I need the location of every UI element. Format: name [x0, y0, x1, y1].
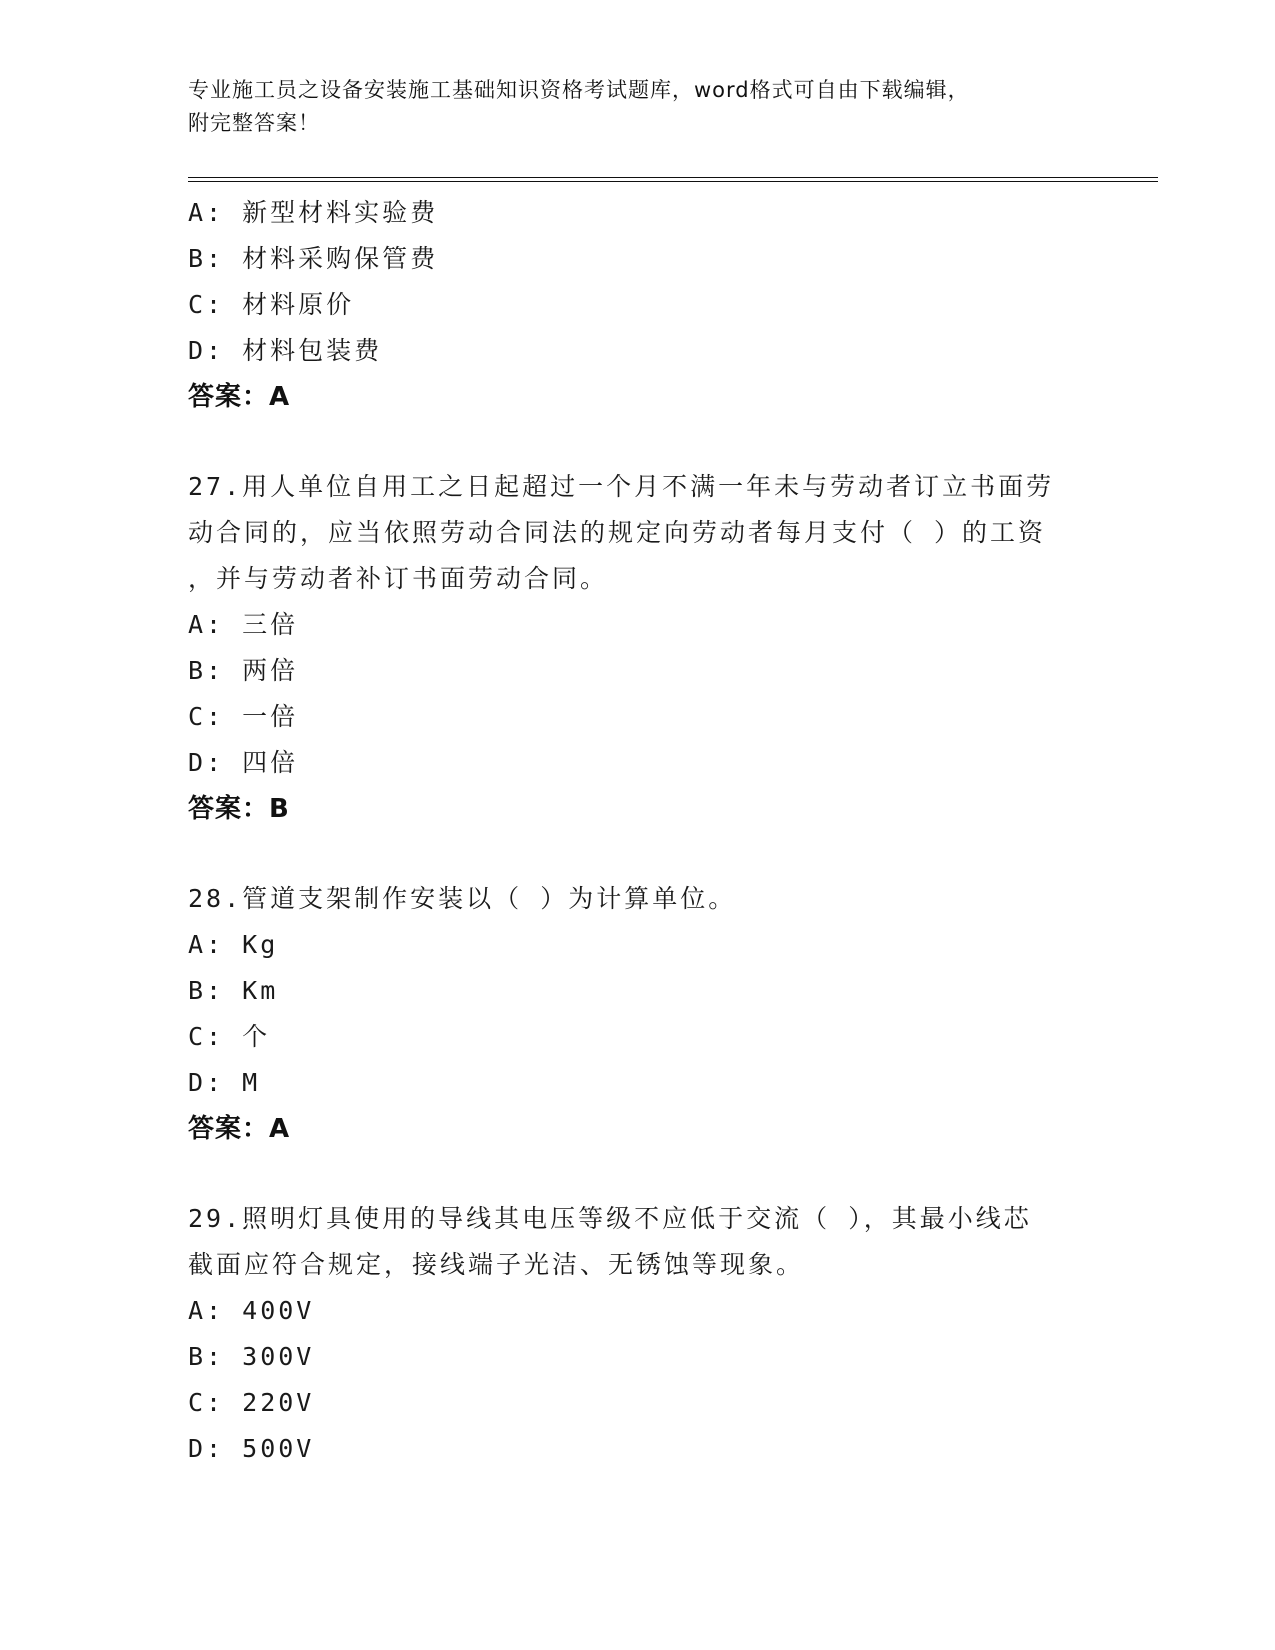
question-list	[188, 190, 1088, 1472]
header-line-1: 专业施工员之设备安装施工基础知识资格考试题库，word格式可自由下载编辑，	[188, 78, 970, 102]
option-c: C: 一倍	[188, 702, 299, 731]
option-b: B: 材料采购保管费	[188, 244, 439, 273]
page-header	[188, 74, 1068, 140]
option-d: D: 500V	[188, 1434, 315, 1463]
answer-label: 答案：B	[188, 794, 290, 824]
question-stem	[188, 1196, 1088, 1288]
answer-label: 答案：A	[188, 382, 291, 412]
question-29	[188, 1196, 1088, 1472]
answer-label: 答案：A	[188, 1114, 291, 1144]
header-divider	[188, 177, 1158, 182]
option-a: A: 400V	[188, 1296, 315, 1325]
spacer	[188, 1152, 1088, 1196]
stem-line: 截面应符合规定，接线端子光洁、无锈蚀等现象。	[188, 1250, 805, 1279]
stem-line: 动合同的，应当依照劳动合同法的规定向劳动者每月支付（ ）的工资	[188, 518, 1047, 547]
question-stem	[188, 464, 1088, 602]
option-a: A: 新型材料实验费	[188, 198, 439, 227]
option-a: A: Kg	[188, 930, 279, 959]
header-line-2: 附完整答案！	[188, 111, 320, 135]
question-stem	[188, 876, 1088, 922]
spacer	[188, 420, 1088, 464]
option-c: C: 材料原价	[188, 290, 355, 319]
spacer	[188, 832, 1088, 876]
question-26	[188, 190, 1088, 420]
question-27	[188, 464, 1088, 832]
option-b: B: 300V	[188, 1342, 315, 1371]
stem-line: 29.照明灯具使用的导线其电压等级不应低于交流（ ），其最小线芯	[188, 1204, 1032, 1233]
option-c: C: 220V	[188, 1388, 315, 1417]
stem-line: ，并与劳动者补订书面劳动合同。	[188, 564, 609, 593]
option-a: A: 三倍	[188, 610, 299, 639]
stem-line: 28.管道支架制作安装以（ ）为计算单位。	[188, 884, 737, 913]
option-d: D: 四倍	[188, 748, 299, 777]
stem-line: 27.用人单位自用工之日起超过一个月不满一年未与劳动者订立书面劳	[188, 472, 1055, 501]
option-c: C: 个	[188, 1022, 271, 1051]
option-b: B: 两倍	[188, 656, 299, 685]
option-b: B: Km	[188, 976, 279, 1005]
option-d: D: 材料包装费	[188, 336, 383, 365]
question-28	[188, 876, 1088, 1152]
option-d: D: M	[188, 1068, 261, 1097]
